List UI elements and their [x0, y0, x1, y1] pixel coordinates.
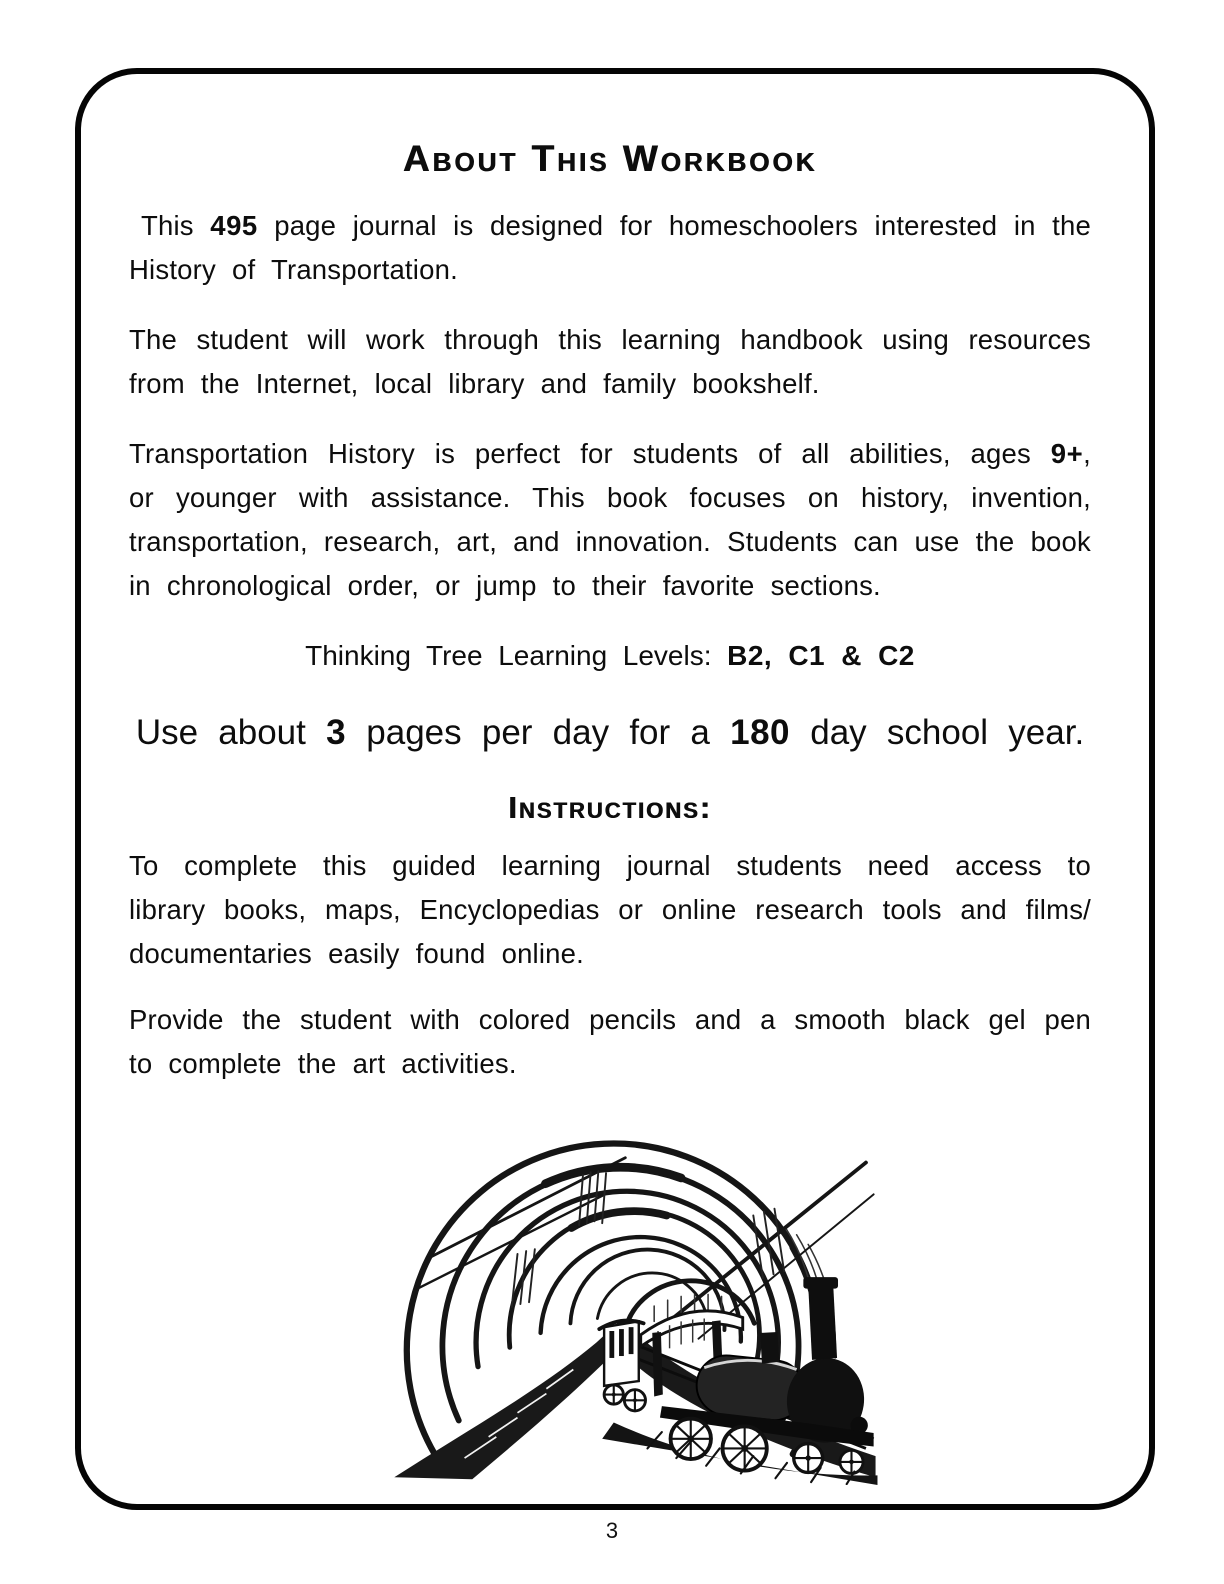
paragraph-intro: This 495 page journal is designed for homeschoolers interested in the History of Transportation.	[129, 210, 1091, 285]
illustration-container	[129, 1100, 1091, 1485]
page-frame	[75, 68, 1155, 1510]
paragraph-instructions-2: Provide the student with colored pencils and a smooth black gel pen to complete the art activities.	[129, 1004, 1091, 1079]
paragraph-resources: The student will work through this learning handbook using resources from the Internet, local library and family bookshelf.	[129, 324, 1091, 399]
pace-line: Use about 3 pages per day for a 180 day school year.	[135, 713, 1085, 752]
page-title: About This Workbook	[402, 138, 818, 179]
page-number: 3	[605, 1518, 619, 1543]
paragraph-audience: Transportation History is perfect for students of all abilities, ages 9+, or younger with assistance. This book focuses on history, invention, transportation, research, art, and innovation. Students can use the book in chronological order, or jump to their favorite sections.	[129, 438, 1091, 601]
instructions-heading: Instructions:	[508, 790, 712, 825]
steam-train-tunnel-illustration	[373, 1100, 893, 1485]
paragraph-instructions-1: To complete this guided learning journal students need access to library books, maps, Encyclopedias or online research tools and films/ documentaries easily found online.	[129, 850, 1091, 969]
learning-levels-line: Thinking Tree Learning Levels: B2, C1 & C2	[305, 640, 915, 671]
